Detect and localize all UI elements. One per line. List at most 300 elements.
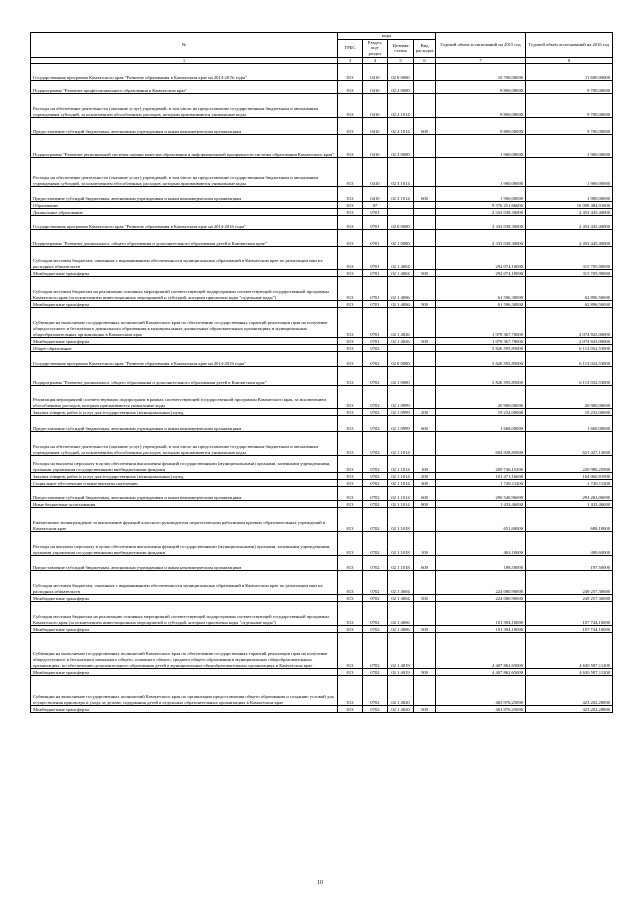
expense-type: 100 [414, 456, 436, 473]
row-name: Подпрограмма "Развитие дошкольного, общего образования и дополнительного образования детей в Камчатском крае" [31, 367, 338, 386]
target-code: 02 1 4004 [388, 247, 414, 270]
header-grbs: ГРБС [338, 39, 363, 57]
section-code: 0702 [363, 501, 388, 508]
section-code: 0702 [363, 416, 388, 432]
table-row [31, 118, 613, 135]
section-code: 0410 [363, 158, 388, 187]
expense-type [414, 247, 436, 270]
grbs-code: 813 [338, 706, 363, 713]
grbs-code: 813 [338, 270, 363, 277]
amount-2016: 220 980,25900 [526, 456, 613, 473]
table-row [31, 501, 613, 508]
section-code: 0702 [363, 432, 388, 456]
amount-2016: 4 630 587,11200 [526, 633, 613, 669]
amount-2016: 2 453 445,40000 [526, 216, 613, 230]
header-amount-2016: Годовой объем ассигнований на 2016 год [526, 33, 613, 58]
row-name: Расходы на обеспечение деятельности (оказание услуг) учреждений, в том числе на предоставление государственным бюджетным и автономным учреждениям субсидий, за исключением обособленных расходов, которым присваиваются уникальные коды [31, 94, 338, 118]
section-code: 0702 [363, 487, 388, 501]
row-name: Расходы на выплаты персоналу в целях обеспечения выполнения функций государственными (муниципальными) органами, казенными учреждениями, органами управления государственными внебюджетными фондами [31, 456, 338, 473]
amount-2016: 62 896,50000 [526, 301, 613, 308]
expense-type [414, 216, 436, 230]
amount-2015: 1 979 367,70000 [436, 338, 526, 345]
row-name: Межбюджетные трансферты [31, 626, 338, 633]
amount-2015: 101 394,10000 [436, 626, 526, 633]
grbs-code: 813 [338, 456, 363, 473]
target-code: 02 0 0000 [388, 352, 414, 367]
table-row [31, 345, 613, 352]
table-row [31, 202, 613, 209]
section-code: 0410 [363, 64, 388, 81]
target-code: 02 1 4006 [388, 277, 414, 301]
grbs-code: 813 [338, 473, 363, 480]
amount-2015: 1 433,46000 [436, 501, 526, 508]
grbs-code: 813 [338, 571, 363, 595]
amount-2015: 61 596,30000 [436, 277, 526, 301]
section-code: 0702 [363, 473, 388, 480]
amount-2015: 8 800,00000 [436, 81, 526, 94]
amount-2015: 1 749,11200 [436, 480, 526, 487]
grbs-code: 813 [338, 508, 363, 532]
target-code: 02 2 0000 [388, 81, 414, 94]
amount-2015: 292 074,10000 [436, 247, 526, 270]
grbs-code: 813 [338, 64, 363, 81]
target-code: 02 0 0000 [388, 64, 414, 81]
target-code: 02 1 0000 [388, 367, 414, 386]
expense-type [414, 158, 436, 187]
target-code [388, 202, 414, 209]
section-code: 0701 [363, 209, 388, 216]
target-code: 02 1 1014 [388, 487, 414, 501]
row-name: Субсидии местным бюджетам на реализацию основных мероприятий соответствующей подпрограммы соответствующей государственной программы Камчатского края (за исключением инвестиционных мероприятий и субсидий, которым присвоены коды "отдельные коды") [31, 277, 338, 301]
grbs-code: 813 [338, 230, 363, 247]
section-code: 0702 [363, 556, 388, 571]
target-code: 02 1 0000 [388, 230, 414, 247]
row-name: Межбюджетные трансферты [31, 595, 338, 602]
expense-type: 100 [414, 532, 436, 556]
expense-type: 300 [414, 480, 436, 487]
expense-type: 200 [414, 409, 436, 416]
target-code: 02 1 0999 [388, 416, 414, 432]
grbs-code: 813 [338, 345, 363, 352]
grbs-code: 813 [338, 676, 363, 706]
amount-2016: 2 074 843,00000 [526, 338, 613, 345]
section-code: 0702 [363, 345, 388, 352]
amount-2015: 1 668,00000 [436, 416, 526, 432]
section-code: 0702 [363, 571, 388, 595]
amount-2015: 604 928,85000 [436, 432, 526, 456]
table-row [31, 386, 613, 409]
section-code: 07 [363, 202, 388, 209]
target-code: 02 1 4006 [388, 301, 414, 308]
amount-2015: 2 333 038,30000 [436, 209, 526, 216]
table-row [31, 308, 613, 338]
row-name: Субвенции на выполнение государственных полномочий Камчатского края по обеспечению государственных гарантий реализации прав на получение общедоступного и бесплатного дошкольного образования в муниципальных дошкольных образовательных организациях и муниципальных общеобразовательных организациях в Камчатском крае [31, 308, 338, 338]
target-code: 02 3 1014 [388, 158, 414, 187]
row-name: Государственная программа Камчатского края "Развитие образования в Камчатском крае на 2014-2016 годы" [31, 216, 338, 230]
grbs-code: 813 [338, 602, 363, 626]
amount-2016: 104 060,81900 [526, 473, 613, 480]
grbs-code: 813 [338, 501, 363, 508]
section-code: 0702 [363, 508, 388, 532]
row-name: Субвенции на выполнение государственных полномочий Камчатского края по обеспечению государственных гарантий реализации прав на получение общедоступного и бесплатного начального общего, основного общего, среднего общего образования в муниципальных общеобразовательных организациях, по обеспечению дополнительного образования детей в муниципальных общеобразовательных организациях в Камчатском крае [31, 633, 338, 669]
target-code: 02 1 4004 [388, 270, 414, 277]
row-name: Субсидии местным бюджетам на реализацию основных мероприятий соответствующей подпрограммы соответствующей государственной программы Камчатского края (за исключением инвестиционных мероприятий и субсидий, которым присвоены коды "отдельные коды") [31, 602, 338, 626]
expense-type [414, 94, 436, 118]
table-row [31, 158, 613, 187]
row-name: Предоставление субсидий бюджетным, автономным учреждениям и иным некоммерческим организациям [31, 487, 338, 501]
expense-type: 500 [414, 270, 436, 277]
amount-2015: 290 540,96000 [436, 487, 526, 501]
table-row [31, 633, 613, 669]
amount-2015: 224 080,90000 [436, 571, 526, 595]
table-row [31, 270, 613, 277]
budget-table [30, 32, 613, 713]
row-name: Межбюджетные трансферты [31, 301, 338, 308]
table-row [31, 487, 613, 501]
section-code: 0410 [363, 135, 388, 158]
grbs-code: 813 [338, 633, 363, 669]
row-name: Ежемесячное вознаграждение за выполнение функций классного руководителя педагогическим работникам краевых образовательных учреждений в Камчатском крае [31, 508, 338, 532]
target-code: 02 1 4006 [388, 626, 414, 633]
amount-2015: 4 407 862,65000 [436, 669, 526, 676]
expense-type [414, 135, 436, 158]
table-row [31, 556, 613, 571]
amount-2016: 423 202,28800 [526, 676, 613, 706]
amount-2016: 1 900,00000 [526, 158, 613, 187]
grbs-code: 813 [338, 409, 363, 416]
expense-type: 800 [414, 501, 436, 508]
grbs-code: 813 [338, 338, 363, 345]
target-code: 02 1 4019 [388, 633, 414, 669]
table-row [31, 277, 613, 301]
amount-2016: 490,60000 [526, 532, 613, 556]
row-name: Дошкольное образование [31, 209, 338, 216]
row-name: Закупка товаров, работ и услуг для государственных (муниципальных) нужд [31, 409, 338, 416]
section-code: 0701 [363, 301, 388, 308]
amount-2016: 1 900,00000 [526, 135, 613, 158]
row-name: Расходы на выплаты персоналу в целях обеспечения выполнения функций государственными (муниципальными) органами, казенными учреждениями, органами управления государственными внебюджетными фондами [31, 532, 338, 556]
amount-2016: 423 202,28800 [526, 706, 613, 713]
expense-type [414, 209, 436, 216]
amount-2015: 2 333 038,30000 [436, 230, 526, 247]
section-code: 0701 [363, 247, 388, 270]
grbs-code: 813 [338, 595, 363, 602]
target-code: 02 1 1018 [388, 532, 414, 556]
amount-2015: 1 900,00000 [436, 158, 526, 187]
expense-type: 200 [414, 473, 436, 480]
expense-type [414, 633, 436, 669]
amount-2015: 5 826 595,85000 [436, 345, 526, 352]
table-row [31, 64, 613, 81]
target-code: 02 2 1014 [388, 94, 414, 118]
target-code: 02 1 1018 [388, 556, 414, 571]
row-name: Образование [31, 202, 338, 209]
amount-2016: 6 113 032,53000 [526, 367, 613, 386]
table-row [31, 301, 613, 308]
grbs-code: 813 [338, 301, 363, 308]
section-code: 0702 [363, 669, 388, 676]
amount-2015: 19 232,00000 [436, 409, 526, 416]
target-code: 02 0 0000 [388, 216, 414, 230]
row-name: Предоставление субсидий бюджетным, автономным учреждениям и иным некоммерческим организациям [31, 187, 338, 202]
section-code: 0410 [363, 94, 388, 118]
row-name: Межбюджетные трансферты [31, 270, 338, 277]
row-name: Подпрограмма "Развитие региональной системы оценки качества образования и информационной прозрачности системы образования Камчатского края" [31, 135, 338, 158]
table-body [31, 64, 613, 713]
amount-2015: 101 471,16600 [436, 473, 526, 480]
grbs-code: 813 [338, 432, 363, 456]
grbs-code: 813 [338, 277, 363, 301]
table-row [31, 508, 613, 532]
row-name: Субсидии местным бюджетам, связанные с выравниванием обеспеченности муниципальных образований в Камчатском крае по реализации ими их расходных обязательств [31, 247, 338, 270]
row-name: Закупка товаров, работ и услуг для государственных (муниципальных) нужд [31, 473, 338, 480]
section-code: 0702 [363, 626, 388, 633]
section-code: 0410 [363, 187, 388, 202]
expense-type: 600 [414, 487, 436, 501]
amount-2015: 5 826 595,85000 [436, 352, 526, 367]
target-code: 02 1 1014 [388, 456, 414, 473]
section-code: 0701 [363, 216, 388, 230]
amount-2016: 249 257,30000 [526, 571, 613, 595]
target-code [388, 345, 414, 352]
expense-type: 500 [414, 669, 436, 676]
amount-2016: 9 700,00000 [526, 94, 613, 118]
expense-type [414, 571, 436, 595]
column-number: 3 [338, 57, 363, 64]
table-header [31, 33, 613, 64]
amount-2016: 19 232,00000 [526, 409, 613, 416]
amount-2016: 315 705,90000 [526, 270, 613, 277]
grbs-code: 813 [338, 480, 363, 487]
amount-2015: 61 596,30000 [436, 301, 526, 308]
row-name: Межбюджетные трансферты [31, 669, 338, 676]
grbs-code: 813 [338, 669, 363, 676]
amount-2016: 9 700,00000 [526, 118, 613, 135]
target-code: 02 1 4019 [388, 669, 414, 676]
amount-2015: 463 976,25000 [436, 676, 526, 706]
section-code: 0702 [363, 676, 388, 706]
row-name: Общее образование [31, 345, 338, 352]
table-row [31, 216, 613, 230]
row-name: Предоставление субсидий бюджетным, автономным учреждениям и иным некоммерческим организациям [31, 118, 338, 135]
amount-2015: 20 900,00000 [436, 386, 526, 409]
amount-2016: 621 427,13000 [526, 432, 613, 456]
grbs-code: 813 [338, 556, 363, 571]
grbs-code: 813 [338, 202, 363, 209]
expense-type [414, 386, 436, 409]
target-code: 02 1 1014 [388, 501, 414, 508]
table-row [31, 595, 613, 602]
column-number: 1 [31, 57, 338, 64]
section-code: 0702 [363, 602, 388, 626]
grbs-code: 813 [338, 247, 363, 270]
header-expense-type: Вид расходов [414, 39, 436, 57]
amount-2016: 293 263,06000 [526, 487, 613, 501]
grbs-code: 813 [338, 94, 363, 118]
grbs-code: 813 [338, 209, 363, 216]
grbs-code: 813 [338, 187, 363, 202]
section-code: 0702 [363, 456, 388, 473]
target-code: 02 3 1014 [388, 187, 414, 202]
row-name: Межбюджетные трансферты [31, 338, 338, 345]
table-row [31, 432, 613, 456]
section-code: 0702 [363, 633, 388, 669]
grbs-code: 813 [338, 416, 363, 432]
budget-document [30, 32, 612, 713]
amount-2015: 101 394,10000 [436, 602, 526, 626]
target-code: 02 3 0000 [388, 135, 414, 158]
row-name: Предоставление субсидий бюджетным, автономным учреждениям и иным некоммерческим организациям [31, 556, 338, 571]
grbs-code: 813 [338, 216, 363, 230]
amount-2016: 107 744,10000 [526, 626, 613, 633]
table-row [31, 135, 613, 158]
target-code: 02 1 1018 [388, 508, 414, 532]
amount-2015: 10 700,00000 [436, 64, 526, 81]
section-code: 0701 [363, 338, 388, 345]
amount-2016: 20 900,00000 [526, 386, 613, 409]
expense-type [414, 367, 436, 386]
amount-2015: 651,60000 [436, 508, 526, 532]
header-number: № [31, 33, 338, 58]
section-code: 0702 [363, 367, 388, 386]
expense-type: 500 [414, 338, 436, 345]
table-row [31, 409, 613, 416]
table-row [31, 706, 613, 713]
table-row [31, 480, 613, 487]
amount-2015: 463 976,25000 [436, 706, 526, 713]
row-name: Социальное обеспечение и иные выплаты населению [31, 480, 338, 487]
section-code: 0702 [363, 480, 388, 487]
table-row [31, 602, 613, 626]
target-code: 02 2 1014 [388, 118, 414, 135]
table-row [31, 456, 613, 473]
amount-2016: 1 749,11200 [526, 480, 613, 487]
target-code: 02 1 4026 [388, 338, 414, 345]
section-code: 0701 [363, 277, 388, 301]
target-code: 02 1 0999 [388, 386, 414, 409]
row-name: Подпрограмма "Развитие дошкольного, общего образования и дополнительного образования детей в Камчатском крае" [31, 230, 338, 247]
expense-type [414, 81, 436, 94]
row-name: Субвенции на выполнение государственных полномочий Камчатского края по организации предоставления общего образования и созданию условий для осуществления присмотра и ухода за детьми, содержания детей в отдельных образовательных организациях в Камчатском крае [31, 676, 338, 706]
target-code: 02 1 1014 [388, 432, 414, 456]
expense-type [414, 676, 436, 706]
column-number: 4 [363, 57, 388, 64]
expense-type [414, 352, 436, 367]
expense-type [414, 602, 436, 626]
row-name: Подпрограмма "Развитие профессионального образования в Камчатском крае" [31, 81, 338, 94]
table-row [31, 669, 613, 676]
amount-2015: 1 900,00000 [436, 135, 526, 158]
row-name: Реализация мероприятий соответствующих подпрограмм в рамках соответствующей государственной программы Камчатского края, за исключением обособленных расходов, которым присваиваются уникальные коды [31, 386, 338, 409]
target-code: 02 1 4020 [388, 676, 414, 706]
section-code: 0701 [363, 308, 388, 338]
grbs-code: 813 [338, 118, 363, 135]
amount-2016: 62 896,50000 [526, 277, 613, 301]
row-name: Расходы на обеспечение деятельности (оказание услуг) учреждений, в том числе на предоставление государственным бюджетным и автономным учреждениям субсидий, за исключением обособленных расходов, которым присваиваются уникальные коды [31, 432, 338, 456]
table-row [31, 230, 613, 247]
section-code: 0410 [363, 118, 388, 135]
expense-type [414, 230, 436, 247]
amount-2015: 5 826 595,85000 [436, 367, 526, 386]
section-code: 0702 [363, 532, 388, 556]
grbs-code: 813 [338, 81, 363, 94]
grbs-code: 813 [338, 626, 363, 633]
amount-2015: 209 736,15200 [436, 456, 526, 473]
amount-2015: 4 407 862,65000 [436, 633, 526, 669]
table-row [31, 571, 613, 595]
amount-2016: 6 113 032,53000 [526, 345, 613, 352]
table-row [31, 676, 613, 706]
section-code: 0702 [363, 409, 388, 416]
amount-2016: 4 630 587,11200 [526, 669, 613, 676]
grbs-code: 813 [338, 135, 363, 158]
amount-2016: 2 453 445,40000 [526, 209, 613, 216]
section-code: 0702 [363, 386, 388, 409]
table-row [31, 94, 613, 118]
header-section: Раздел, под-раздел [363, 39, 388, 57]
row-name: Межбюджетные трансферты [31, 706, 338, 713]
grbs-code: 813 [338, 158, 363, 187]
grbs-code: 813 [338, 367, 363, 386]
amount-2016: 2 074 843,00000 [526, 308, 613, 338]
header-target: Целевая статья [388, 39, 414, 57]
table-row [31, 532, 613, 556]
grbs-code: 813 [338, 308, 363, 338]
amount-2015: 9 576 251,66000 [436, 202, 526, 209]
expense-type [414, 277, 436, 301]
expense-type [414, 202, 436, 209]
column-numbering-row [31, 57, 613, 64]
amount-2016: 688,10000 [526, 508, 613, 532]
expense-type [414, 345, 436, 352]
header-amount-2015: Годовой объем ассигнований на 2015 год [436, 33, 526, 58]
amount-2015: 8 800,00000 [436, 94, 526, 118]
row-name: Расходы на обеспечение деятельности (оказание услуг) учреждений, в том числе на предоставление государственным бюджетным и автономным учреждениям субсидий, за исключением обособленных расходов, которым присваиваются уникальные коды [31, 158, 338, 187]
expense-type [414, 432, 436, 456]
grbs-code: 813 [338, 386, 363, 409]
amount-2016: 2 453 445,40000 [526, 230, 613, 247]
expense-type: 600 [414, 416, 436, 432]
column-number: 6 [414, 57, 436, 64]
expense-type [414, 64, 436, 81]
column-number: 7 [436, 57, 526, 64]
target-code [388, 209, 414, 216]
target-code: 02 1 4004 [388, 571, 414, 595]
amount-2016: 11 600,00000 [526, 64, 613, 81]
section-code: 0702 [363, 706, 388, 713]
column-number: 8 [526, 57, 613, 64]
amount-2016: 6 113 032,53000 [526, 352, 613, 367]
table-row [31, 81, 613, 94]
amount-2015: 2 333 038,30000 [436, 216, 526, 230]
grbs-code: 813 [338, 352, 363, 367]
target-code: 02 1 1014 [388, 473, 414, 480]
target-code: 02 1 4006 [388, 602, 414, 626]
table-row [31, 626, 613, 633]
amount-2016: 107 744,10000 [526, 602, 613, 626]
target-code: 02 1 4004 [388, 595, 414, 602]
grbs-code: 813 [338, 487, 363, 501]
row-name: Государственная программа Камчатского края "Развитие образования в Камчатском крае на 2014-20 № годы" [31, 64, 338, 81]
target-code: 02 1 1014 [388, 480, 414, 487]
expense-type: 500 [414, 595, 436, 602]
table-row [31, 473, 613, 480]
amount-2016: 315 705,90000 [526, 247, 613, 270]
amount-2016: 1 668,00000 [526, 416, 613, 432]
target-code: 02 1 0999 [388, 409, 414, 416]
amount-2016: 249 257,30000 [526, 595, 613, 602]
amount-2016: 1 900,00000 [526, 187, 613, 202]
